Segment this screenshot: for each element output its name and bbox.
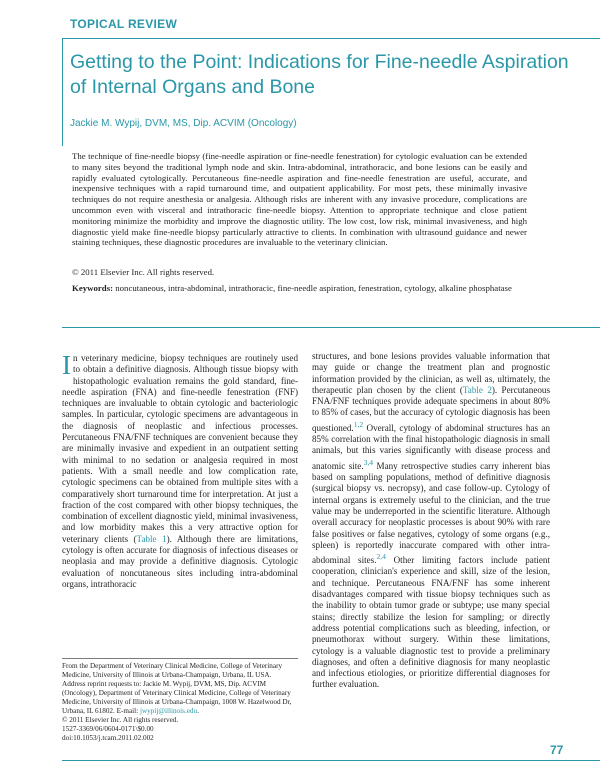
footnote-doi: doi:10.1053/j.tcam.2011.02.002 — [62, 734, 154, 742]
body-column-left — [62, 350, 298, 590]
keywords — [72, 283, 527, 295]
footer-rule — [62, 760, 600, 761]
footnote-issn: 1527-3369/06/0604-0171\$0.00 — [62, 725, 154, 733]
table-1-link[interactable]: Table 1 — [136, 533, 167, 544]
body-right-text-3: Overall, cytology of abdominal structures has an 85% correlation with the final histopathologic diagnosis in small animals, but this varies significantly with disease process and anatomic site. — [312, 422, 550, 471]
article-title: Getting to the Point: Indications for Fine-needle Aspiration of Internal Organs and Bone — [70, 51, 569, 98]
keywords-label: Keywords: — [72, 283, 114, 293]
title-bracket-rule — [62, 38, 63, 146]
body-right-text-2: ). Percutaneous FNA/FNF techniques provide adequate specimens in about 80% to 85% of cases, but the accuracy of cytologic diagnosis has been questioned. — [312, 384, 551, 433]
section-label: TOPICAL REVIEW — [70, 17, 178, 31]
footnote-affiliation: From the Department of Veterinary Clinical Medicine, College of Veterinary Medicine, University of Illinois at Urbana-Champaign, Urbana, IL USA. — [62, 662, 283, 679]
table-2-link[interactable]: Table 2 — [462, 384, 492, 395]
citation-3-4[interactable]: 3,4 — [363, 457, 374, 467]
footnote-reprint — [62, 680, 298, 716]
author-email-link[interactable]: jwypij@illinois.edu — [139, 707, 198, 715]
abstract-copyright: © 2011 Elsevier Inc. All rights reserved. — [72, 267, 215, 277]
body-right-text-1: structures, and bone lesions provides valuable information that may guide or change the treatment plan and prognostic information provided by the clinician, as well as, ultimately, the therapeutic plan chosen by the client ( — [312, 351, 550, 395]
body-column-right — [312, 351, 550, 691]
footnote-copyright: © 2011 Elsevier Inc. All rights reserved. — [62, 716, 179, 724]
keywords-text: noncutaneous, intra-abdominal, intrathoracic, fine-needle aspiration, fenestration, cytology, alkaline phosphatase — [115, 283, 512, 293]
footnote-rule — [62, 658, 298, 659]
footnote-reprint-end: . — [197, 707, 199, 715]
page-number: 77 — [550, 743, 564, 757]
abstract: The technique of fine-needle biopsy (fine-needle aspiration or fine-needle fenestration) for cytologic evaluation can be extended to many sites beyond the traditional lymph node and skin. Intra-abdominal, intrathoracic, and bone lesions can be easily and rapidly evaluated cytologically. Percutaneous fine-needle aspiration and fine-needle fenestration are useful, accurate, and inexpensive techniques with a rapid turnaround time, and outpatient applicability. For most pets, these minimally invasive techniques do not require anesthesia or analgesia. Although risks are inherent with any invasive procedure, complications are uncommon even with visceral and intrathoracic fine-needle biopsy. Attention to appropriate technique and close patient monitoring minimize the morbidity and improve the diagnostic utility. The low cost, low risk, minimal invasiveness, and high diagnostic yield make fine-needle biopsy particularly attractive to clients. In combination with ultrasound guidance and newer staining techniques, these diagnostic procedures are invaluable to the veterinary clinician. — [72, 151, 527, 248]
header-rule — [62, 38, 600, 39]
drop-cap: I — [62, 350, 71, 380]
body-right-text-4: Many retrospective studies carry inherent bias based on sampling populations, method of definitive diagnosis (surgical biopsy vs. necropsy), and case follow-up. Cytology of internal organs is extremely useful to the clinician, and the true value may be underreported in the scientific literature. Although overall accuracy for neoplastic processes is about 90% with rare false positives or false negatives, cytology of some organs (e.g., spleen) is reportedly inaccurate compared with other intra-abdominal sites. — [312, 460, 550, 566]
body-right-text-5: Other limiting factors include patient cooperation, clinician's experience and skill, size of the lesion, and technique. Percutaneous FNA/FNF has some inherent disadvantages compared with tissue biopsy techniques such as the inability to obtain tumor grade or subtype; use many special stains; directly stabilize the lesion for sampling; or directly address potential complications such as bleeding, infection, or pneumothorax without surgery. Within these limitations, cytology is a valuable diagnostic test to provide a preliminary diagnoses, and often a definitive diagnosis for many neoplastic and infectious etiologies, or prioritize differential diagnoses for further evaluation. — [312, 555, 550, 690]
footnotes — [62, 662, 298, 743]
author-line: Jackie M. Wypij, DVM, MS, Dip. ACVIM (Oncology) — [70, 118, 297, 129]
citation-2-4[interactable]: 2,4 — [376, 552, 386, 562]
body-left-text-2: ). Although there are limitations, cytology is often accurate for diagnosis of infectious diseases or neoplasia and may provide a definitive diagnosis. Cytologic evaluation of noncutaneous sites including intra-abdominal organs, intrathoracic — [62, 533, 298, 589]
citation-1-2[interactable]: 1,2 — [353, 419, 364, 429]
body-left-text-1: n veterinary medicine, biopsy techniques are routinely used to obtain a definitive diagnosis. Although tissue biopsy with histopathologic evaluation remains the gold standard, fine-needle aspiration (FNA) and fine-needle fenestration (FNF) techniques are invaluable to obtain cytologic and bacteriologic samples. In particular, cytologic specimens are advantageous in the diagnosis of neoplastic and infectious processes. Percutaneous FNA/FNF techniques are convenient because they are minimally invasive and expedient in an outpatient setting with minimal to no sedation or analgesia required in most patients. With a small needle and low complication rate, cytologic specimens can be obtained from multiple sites with a comparatively short turnaround time for interpretation. At just a fraction of the cost compared with other biopsy techniques, the combination of excellent diagnostic yield, minimal invasiveness, and low morbidity makes this a very attractive option for veterinary clients ( — [62, 353, 298, 544]
keywords-rule — [62, 327, 600, 328]
footnote-reprint-text: Address reprint requests to: Jackie M. Wypij, DVM, MS, Dip. ACVIM (Oncology), Department of Veterinary Clinical Medicine, College of Veterinary Medicine, University of Illinois at Urbana-Champaign, 1008 W. Hazelwood Dr, Urbana, IL 61802. E-mail: — [62, 680, 292, 715]
